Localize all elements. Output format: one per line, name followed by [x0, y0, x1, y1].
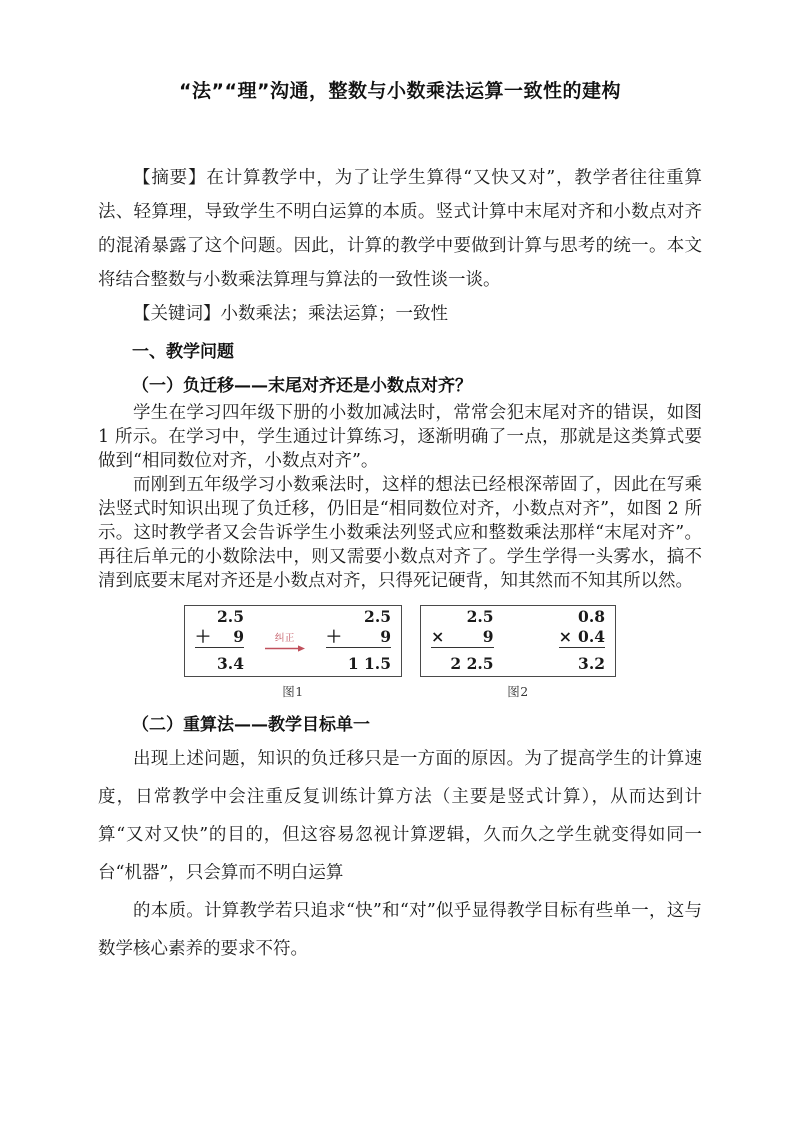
calc-1b-operator: ＋: [325, 626, 342, 646]
calc-1a-operand-2: 9: [233, 626, 244, 646]
calc-1a-operand-1: 2.5: [217, 606, 244, 626]
calc-2b-result-spacer: [559, 652, 578, 674]
calc-1a-result: 3.4: [217, 653, 244, 673]
calc-2b-operator: ×: [558, 626, 573, 646]
subsection-heading-2: （二）重算法——教学目标单一: [132, 714, 370, 735]
body-paragraph-1: 学生在学习四年级下册的小数加减法时，常常会犯末尾对齐的错误，如图 1 所示。在学习中，学生通过计算练习，逐渐明确了一点，那就是这类算式要做到“相同数位对齐，小数点对齐”。: [98, 402, 702, 471]
body-paragraph-2: 而刚到五年级学习小数乘法时，这样的想法已经根深蒂固了，因此在写乘法竖式时知识出现了负迁移，仍旧是“相同数位对齐，小数点对齐”，如图 2 所示。这时教学者又会告诉学生小数乘法列竖式应和整数乘法那样“末尾对齐”。再往后单元的小数除法中，则又需要小数点对齐了。学生学得一头雾水，搞不清到底要末尾对齐还是小数点对齐，只得死记硬背，知其然而不知其所以然。: [98, 474, 702, 591]
keywords-line: 【关键词】小数乘法；乘法运算；一致性: [133, 303, 448, 324]
calc-2a-operand-2: 9: [482, 626, 494, 646]
calc-2a-op-spacer: [431, 607, 450, 627]
figure-1-calc-right-slot: [326, 607, 391, 674]
calc-2a-result-spacer: [431, 652, 450, 674]
page-content: [98, 0, 702, 968]
correction-marker: [265, 634, 305, 654]
abstract-paragraph: 【摘要】在计算教学中，为了让学生算得“又快又对”，教学者往往重算法、轻算理，导致学生不明白运算的本质。竖式计算中末尾对齐和小数点对齐的混淆暴露了这个问题。因此，计算的教学中要做到计算与思考的统一。本文将结合整数与小数乘法算理与算法的一致性谈一谈。: [98, 167, 702, 290]
arrow-right-icon: [265, 644, 305, 653]
abstract-block: [98, 161, 702, 331]
calc-1a-operator: ＋: [195, 626, 212, 646]
page-title: “法”“理”沟通，整数与小数乘法运算一致性的建构: [179, 80, 621, 102]
figure-2-calc-pair: [431, 607, 605, 674]
calc-1b-op-spacer: [326, 607, 348, 627]
calc-1b-result: 1 1.5: [347, 653, 391, 673]
figure-1-calc-left-slot: [195, 607, 244, 674]
body-paragraph-3: 出现上述问题，知识的负迁移只是一方面的原因。为了提高学生的计算速度，日常教学中会注重反复训练计算方法（主要是竖式计算），从而达到计算“又对又快”的目的，但这容易忽视计算逻辑，久而久之学生就变得如同一台“机器”，只会算而不明白运算: [98, 748, 702, 883]
figure-2-box: [420, 605, 616, 677]
figure-1: [184, 605, 402, 700]
calc-1a-result-spacer: [195, 652, 217, 674]
figure-2-calc-right-slot: [559, 607, 605, 674]
calc-1b-result-spacer: [326, 652, 348, 674]
calc-2b-operand-2: 0.4: [578, 626, 605, 646]
calc-1a-op-spacer: [195, 607, 217, 627]
figure-2: [420, 605, 616, 700]
calc-corrected-decimal-aligned: [326, 607, 391, 674]
figure-1-box: [184, 605, 402, 677]
calc-2b-result: 3.2: [578, 653, 605, 673]
figure-2-calc-left-slot: [431, 607, 494, 674]
figure-1-caption: 图1: [282, 683, 304, 699]
calc-multiply-0point8-by-0point4: [559, 607, 605, 674]
calc-2b-op-spacer: [559, 607, 578, 627]
figure-2-caption: 图2: [507, 683, 529, 699]
calc-1b-operand-2: 9: [380, 626, 391, 646]
section-heading-1: 一、教学问题: [132, 341, 234, 362]
figures-row: [98, 605, 702, 700]
subsection-heading-1: （一）负迁移——末尾对齐还是小数点对齐？: [132, 375, 472, 396]
calc-1b-operand-1: 2.5: [364, 606, 391, 626]
calc-2b-operand-1: 0.8: [578, 606, 605, 626]
calc-2a-result: 2 2.5: [450, 653, 494, 673]
calc-2a-operator: ×: [431, 626, 445, 646]
body-paragraph-4: 的本质。计算教学若只追求“快”和“对”似乎显得教学目标有些单一，这与数学核心素养的要求不符。: [98, 900, 702, 959]
calc-multiply-2point5-by-9: [431, 607, 494, 674]
calc-incorrect-tail-aligned: [195, 607, 244, 674]
calc-2a-operand-1: 2.5: [466, 606, 494, 626]
figure-1-calc-pair: [195, 607, 391, 674]
correction-label: 纠正: [274, 632, 295, 644]
